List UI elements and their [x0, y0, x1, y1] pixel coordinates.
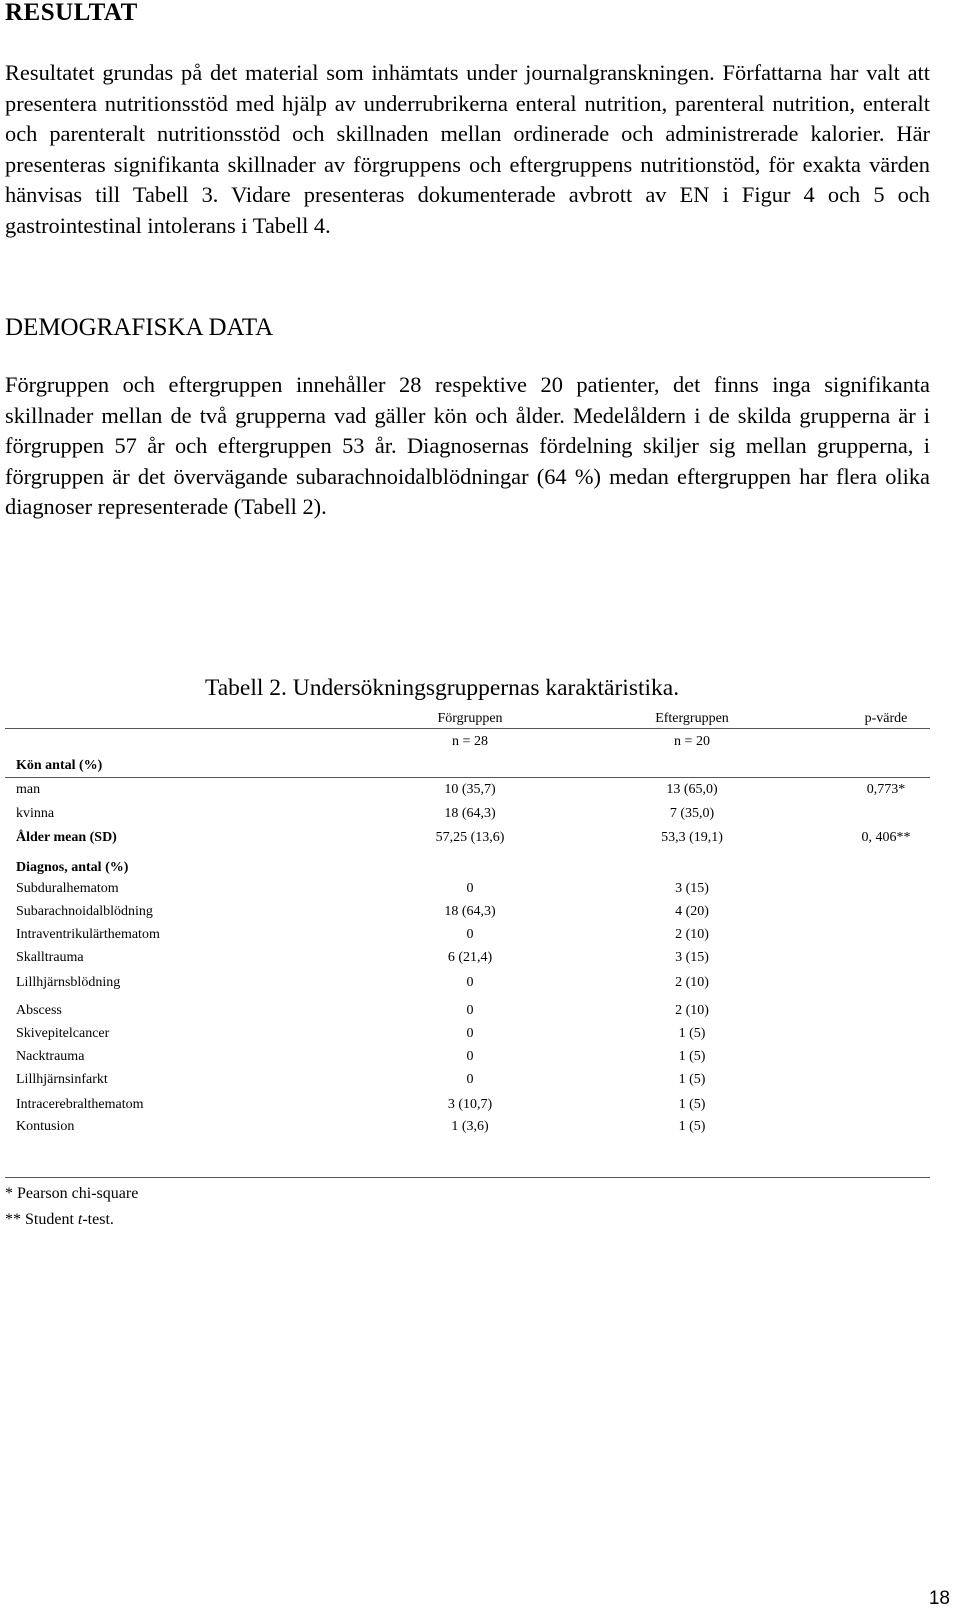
table-cell-forgruppen: 0 — [466, 927, 474, 942]
table-row-label: kvinna — [16, 806, 55, 821]
table-row-label: Skalltrauma — [16, 950, 84, 965]
table-cell-p-value: 0, 406** — [861, 830, 911, 845]
table-row-label: Subduralhematom — [16, 881, 119, 896]
header-forgruppen: Förgruppen — [437, 711, 503, 726]
table-cell-p-value: 0,773* — [866, 782, 906, 797]
footnote-pearson: * Pearson chi-square — [5, 1185, 139, 1202]
header-eftergruppen: Eftergruppen — [655, 711, 729, 726]
table-cell-forgruppen: 18 (64,3) — [444, 904, 496, 919]
table-cell-eftergruppen: 1 (5) — [678, 1119, 706, 1134]
table-cell-forgruppen: 10 (35,7) — [444, 782, 496, 797]
table-cell-eftergruppen: 3 (15) — [675, 950, 709, 965]
table-cell-forgruppen: 0 — [466, 881, 474, 896]
page-number: 18 — [928, 1588, 950, 1609]
intro-paragraph: Resultatet grundas på det material som inhämtats under journalgranskningen. Författarna har valt att presentera nutritionsstöd med hjälp av underrubrikerna enteral nutrition, parenteral nutrition, enteralt och parenteralt nutritionsstöd och skillnaden mellan ordinerade och administrerade kalorier. Här presenteras signifikanta skillnader av förgruppens och eftergruppens nutritionstöd, för exakta värden hänvisas till Tabell 3. Vidare presenteras dokumenterade avbrott av EN i Figur 4 och 5 och gastrointestinal intolerans i Tabell 4. — [5, 60, 930, 238]
table-cell-eftergruppen: 2 (10) — [675, 927, 709, 942]
table-row-label: man — [16, 782, 41, 797]
table-row-label: Lillhjärnsinfarkt — [16, 1072, 108, 1087]
table-row-label: Ålder mean (SD) — [16, 830, 117, 845]
table-cell-eftergruppen: 1 (5) — [678, 1097, 706, 1112]
header-p-value: p-värde — [864, 711, 908, 726]
table-row-label: Kön antal (%) — [16, 758, 103, 773]
table-row-label: Subarachnoidalblödning — [16, 904, 153, 919]
table-cell-eftergruppen: 7 (35,0) — [669, 806, 715, 821]
table-cell-eftergruppen: 1 (5) — [678, 1072, 706, 1087]
table-title: Tabell 2. Undersökningsgruppernas karaktäristika. — [205, 675, 680, 701]
table-top-rule — [5, 728, 930, 729]
table-cell-forgruppen: 0 — [466, 1003, 474, 1018]
table-cell-forgruppen: 18 (64,3) — [444, 806, 496, 821]
header-forgruppen-n: n = 28 — [452, 734, 488, 749]
table-row-label: Intraventrikulärthematom — [16, 927, 160, 942]
table-cell-forgruppen: 57,25 (13,6) — [435, 830, 505, 845]
table-cell-forgruppen: 1 (3,6) — [451, 1119, 489, 1134]
table-cell-eftergruppen: 2 (10) — [675, 975, 709, 990]
demographics-paragraph: Förgruppen och eftergruppen innehåller 28 respektive 20 patienter, det finns inga signifikanta skillnader mellan de två grupperna vad gäller kön och ålder. Medelåldern i de skilda grupperna är i förgruppen 57 år och eftergruppen 53 år. Diagnosernas fördelning skiljer sig mellan grupperna, i förgruppen är det övervägande subarachnoidalblödningar (64 %) medan eftergruppen har flera olika diagnoser representerade (Tabell 2). — [5, 372, 930, 519]
table-row-label: Skivepitelcancer — [16, 1026, 110, 1041]
page-heading: RESULTAT — [5, 0, 138, 26]
table-cell-eftergruppen: 3 (15) — [675, 881, 709, 896]
table-cell-forgruppen: 0 — [466, 1049, 474, 1064]
table-row-label: Abscess — [16, 1003, 62, 1018]
header-eftergruppen-n: n = 20 — [674, 734, 710, 749]
table-row-label: Lillhjärnsblödning — [16, 975, 121, 990]
table-cell-eftergruppen: 4 (20) — [675, 904, 709, 919]
section-title: DEMOGRAFISKA DATA — [5, 314, 274, 341]
table-cell-forgruppen: 0 — [466, 1026, 474, 1041]
table-row-label: Diagnos, antal (%) — [16, 860, 129, 875]
table-cell-eftergruppen: 13 (65,0) — [666, 782, 718, 797]
table-cell-forgruppen: 6 (21,4) — [447, 950, 493, 965]
table-cell-forgruppen: 3 (10,7) — [447, 1097, 493, 1112]
table-cell-forgruppen: 0 — [466, 975, 474, 990]
table-row-label: Kontusion — [16, 1119, 75, 1134]
table-cell-eftergruppen: 1 (5) — [678, 1026, 706, 1041]
table-cell-eftergruppen: 53,3 (19,1) — [661, 830, 723, 845]
table-bottom-rule — [5, 1177, 930, 1178]
table-row-label: Intracerebralthematom — [16, 1097, 144, 1112]
table-header-rule — [5, 777, 930, 778]
table-cell-eftergruppen: 2 (10) — [675, 1003, 709, 1018]
table-cell-eftergruppen: 1 (5) — [678, 1049, 706, 1064]
table-cell-forgruppen: 0 — [466, 1072, 474, 1087]
table-row-label: Nacktrauma — [16, 1049, 85, 1064]
footnote-student: ** Student t-test. — [5, 1211, 114, 1228]
